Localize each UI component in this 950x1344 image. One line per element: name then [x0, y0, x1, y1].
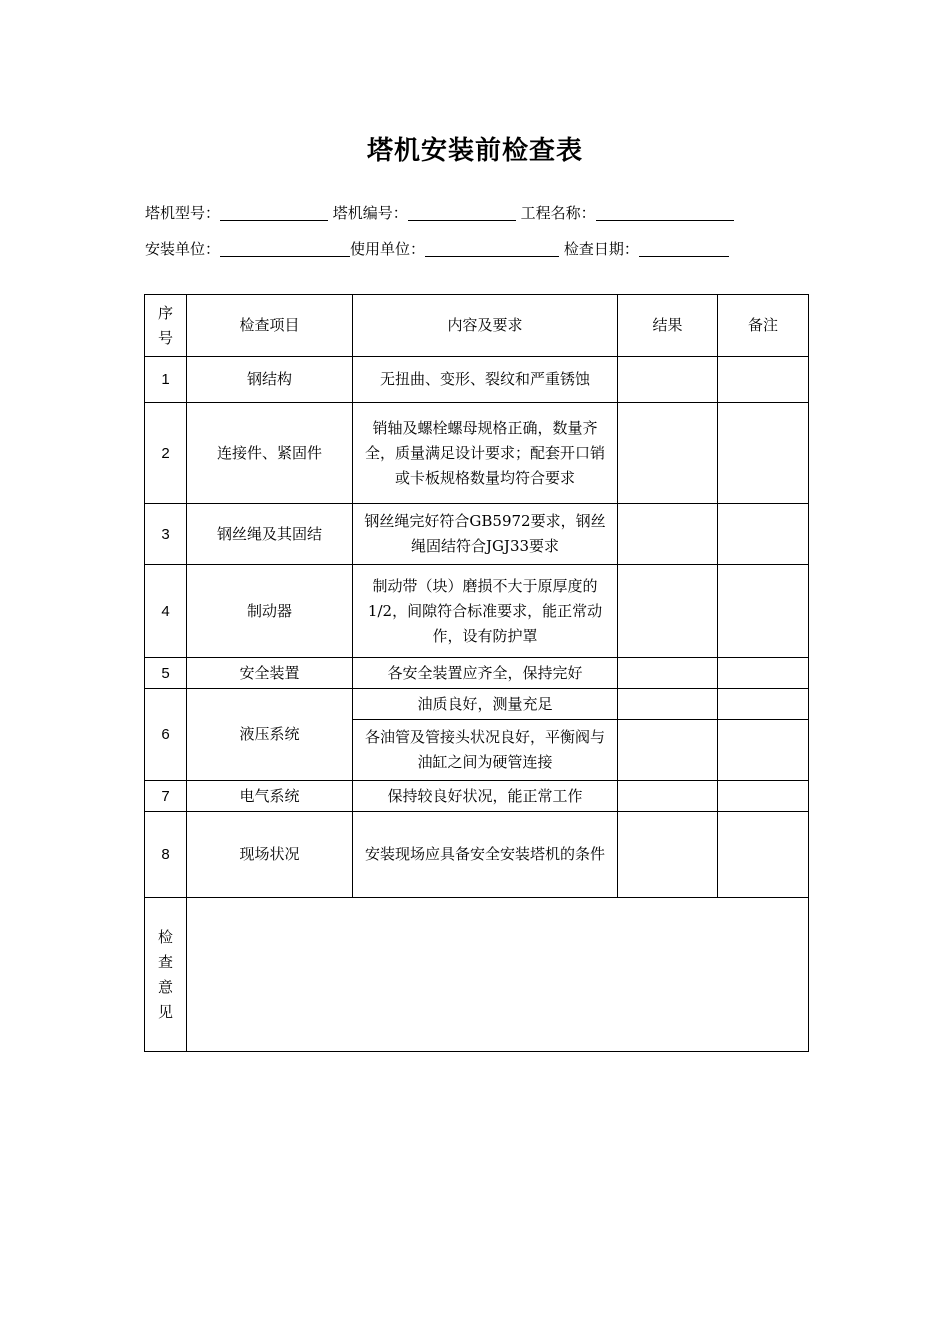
row-seq: 2: [145, 403, 187, 504]
info-row-2: [145, 238, 729, 259]
row-remark-cell[interactable]: [718, 565, 809, 658]
header-seq: 序号: [145, 295, 187, 357]
table-row: [145, 357, 809, 403]
header-result: 结果: [618, 295, 718, 357]
row-remark-cell[interactable]: [718, 720, 809, 781]
opinion-input-area[interactable]: [187, 898, 809, 1052]
page-title: 塔机安装前检查表: [366, 136, 583, 166]
table-row: [145, 781, 809, 812]
installer-field[interactable]: [220, 240, 350, 257]
row-remark-cell[interactable]: [718, 403, 809, 504]
opinion-label: 检查意见: [145, 898, 187, 1052]
row-result-cell[interactable]: [618, 504, 718, 565]
row-seq: 5: [145, 658, 187, 689]
row-content: 无扭曲、变形、裂纹和严重锈蚀: [353, 357, 618, 403]
row-result-cell[interactable]: [618, 812, 718, 898]
row-item: 制动器: [187, 565, 353, 658]
row-content: 制动带（块）磨损不大于原厚度的1/2，间隙符合标准要求，能正常动作，设有防护罩: [353, 565, 618, 658]
row-content: 各安全装置应齐全，保持完好: [353, 658, 618, 689]
header-content: 内容及要求: [353, 295, 618, 357]
table-row: [145, 403, 809, 504]
row-result-cell[interactable]: [618, 658, 718, 689]
opinion-row: [145, 898, 809, 1052]
row-result-cell[interactable]: [618, 689, 718, 720]
row-remark-cell[interactable]: [718, 658, 809, 689]
row-content: 油质良好，测量充足: [353, 689, 618, 720]
row-item: 钢丝绳及其固结: [187, 504, 353, 565]
row-seq: 1: [145, 357, 187, 403]
row-item: 电气系统: [187, 781, 353, 812]
row-remark-cell[interactable]: [718, 812, 809, 898]
row-result-cell[interactable]: [618, 720, 718, 781]
row-seq: 4: [145, 565, 187, 658]
row-remark-cell[interactable]: [718, 781, 809, 812]
user-unit-label: 使用单位：: [350, 240, 426, 258]
project-name-label: 工程名称：: [520, 204, 596, 222]
info-row-1: [145, 202, 734, 223]
table-row: [145, 565, 809, 658]
row-item: 钢结构: [187, 357, 353, 403]
row-result-cell[interactable]: [618, 403, 718, 504]
tower-number-field[interactable]: [408, 204, 516, 221]
row-remark-cell[interactable]: [718, 504, 809, 565]
tower-model-label: 塔机型号：: [145, 204, 221, 222]
row-result-cell[interactable]: [618, 781, 718, 812]
tower-number-label: 塔机编号：: [332, 204, 408, 222]
row-item: 连接件、紧固件: [187, 403, 353, 504]
row-result-cell[interactable]: [618, 357, 718, 403]
row-seq: 6: [145, 689, 187, 781]
tower-model-field[interactable]: [220, 204, 328, 221]
row-item: 安全装置: [187, 658, 353, 689]
table-header-row: [145, 295, 809, 357]
row-item: 液压系统: [187, 689, 353, 781]
user-unit-field[interactable]: [425, 240, 559, 257]
row-content: 销轴及螺栓螺母规格正确，数量齐全，质量满足设计要求；配套开口销或卡板规格数量均符合要求: [353, 403, 618, 504]
table-row: [145, 504, 809, 565]
row-content: 保持较良好状况，能正常工作: [353, 781, 618, 812]
row-item: 现场状况: [187, 812, 353, 898]
row-remark-cell[interactable]: [718, 357, 809, 403]
row-result-cell[interactable]: [618, 565, 718, 658]
header-remark: 备注: [718, 295, 809, 357]
project-name-field[interactable]: [596, 204, 734, 221]
check-date-field[interactable]: [639, 240, 729, 257]
row-seq: 8: [145, 812, 187, 898]
inspection-table: [144, 294, 809, 1052]
row-remark-cell[interactable]: [718, 689, 809, 720]
table-row: [145, 689, 809, 720]
installer-label: 安装单位：: [145, 240, 221, 258]
row-seq: 3: [145, 504, 187, 565]
table-row: [145, 658, 809, 689]
header-item: 检查项目: [187, 295, 353, 357]
row-content: 钢丝绳完好符合GB5972要求，钢丝绳固结符合JGJ33要求: [353, 504, 618, 565]
row-seq: 7: [145, 781, 187, 812]
check-date-label: 检查日期：: [563, 240, 639, 258]
table-row: [145, 812, 809, 898]
row-content: 安装现场应具备安全安装塔机的条件: [353, 812, 618, 898]
row-content: 各油管及管接头状况良好，平衡阀与油缸之间为硬管连接: [353, 720, 618, 781]
